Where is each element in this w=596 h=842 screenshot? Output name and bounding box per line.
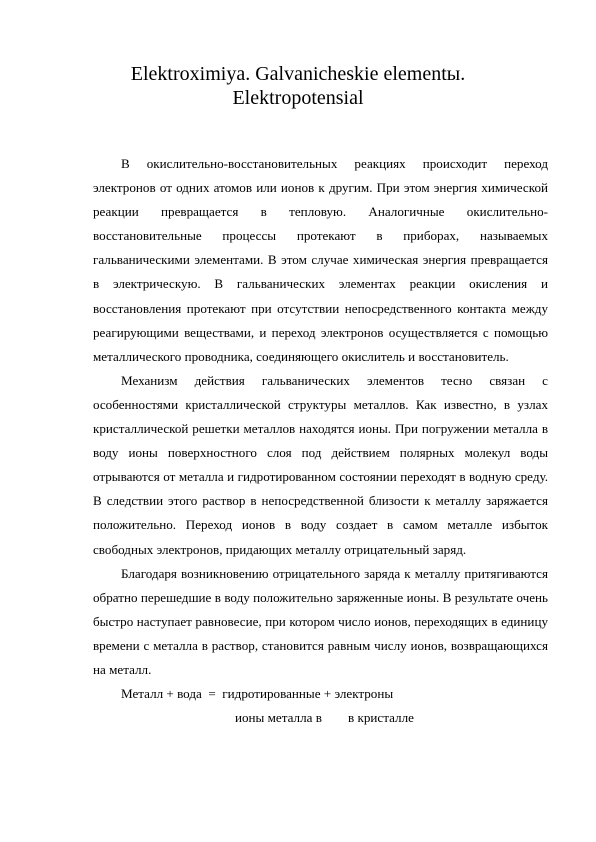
title-line-1: Elektroximiya. Galvanicheskie elementы. — [130, 63, 466, 85]
document-body — [93, 152, 548, 730]
document-title — [60, 62, 536, 110]
reaction-equation: Металл + вода = гидротированные + электроны — [121, 686, 394, 702]
reaction-equation-labels: ионы металла в в кристалле — [235, 710, 414, 726]
paragraph-2: Механизм действия гальванических элементов тесно связан с особенностями кристаллической структуры металлов. Как известно, в узлах кристаллической решетки металлов находятся ионы. При погружении металла в воду ионы поверхностного слоя под действием полярных молекул воды отрываются от металла и гидротированном состоянии переходят в водную среду. В следствии этого раствор в непосредственной близости к металлу заряжается положительно. Переход ионов в воду создает в самом металле избыток свободных электронов, придающих металлу отрицательный заряд. — [93, 372, 548, 557]
paragraph-1: В окислительно-восстановительных реакциях происходит переход электронов от одних атомов или ионов к другим. При этом энергия химической реакции превращается в тепловую. Аналогичные окислительно-восстановительные процессы протекают в приборах, называемых гальваническими элементами. В этом случае химическая энергия превращается в электрическую. В гальванических элементах реакции окисления и восстановления протекают при отсутствии непосредственного контакта между реагирующими веществами, и переход электронов осуществляется с помощью металлического проводника, соединяющего окислитель и восстановитель. — [93, 156, 548, 364]
title-line-2: Elektropotensial — [232, 87, 364, 109]
paragraph-3: Благодаря возникновению отрицательного заряда к металлу притягиваются обратно перешедшие в воду положительно заряженные ионы. В результате очень быстро наступает равновесие, при котором число ионов, переходящих в единицу времени с металла в раствор, становится равным числу ионов, возвращающихся на металл. — [93, 565, 548, 677]
